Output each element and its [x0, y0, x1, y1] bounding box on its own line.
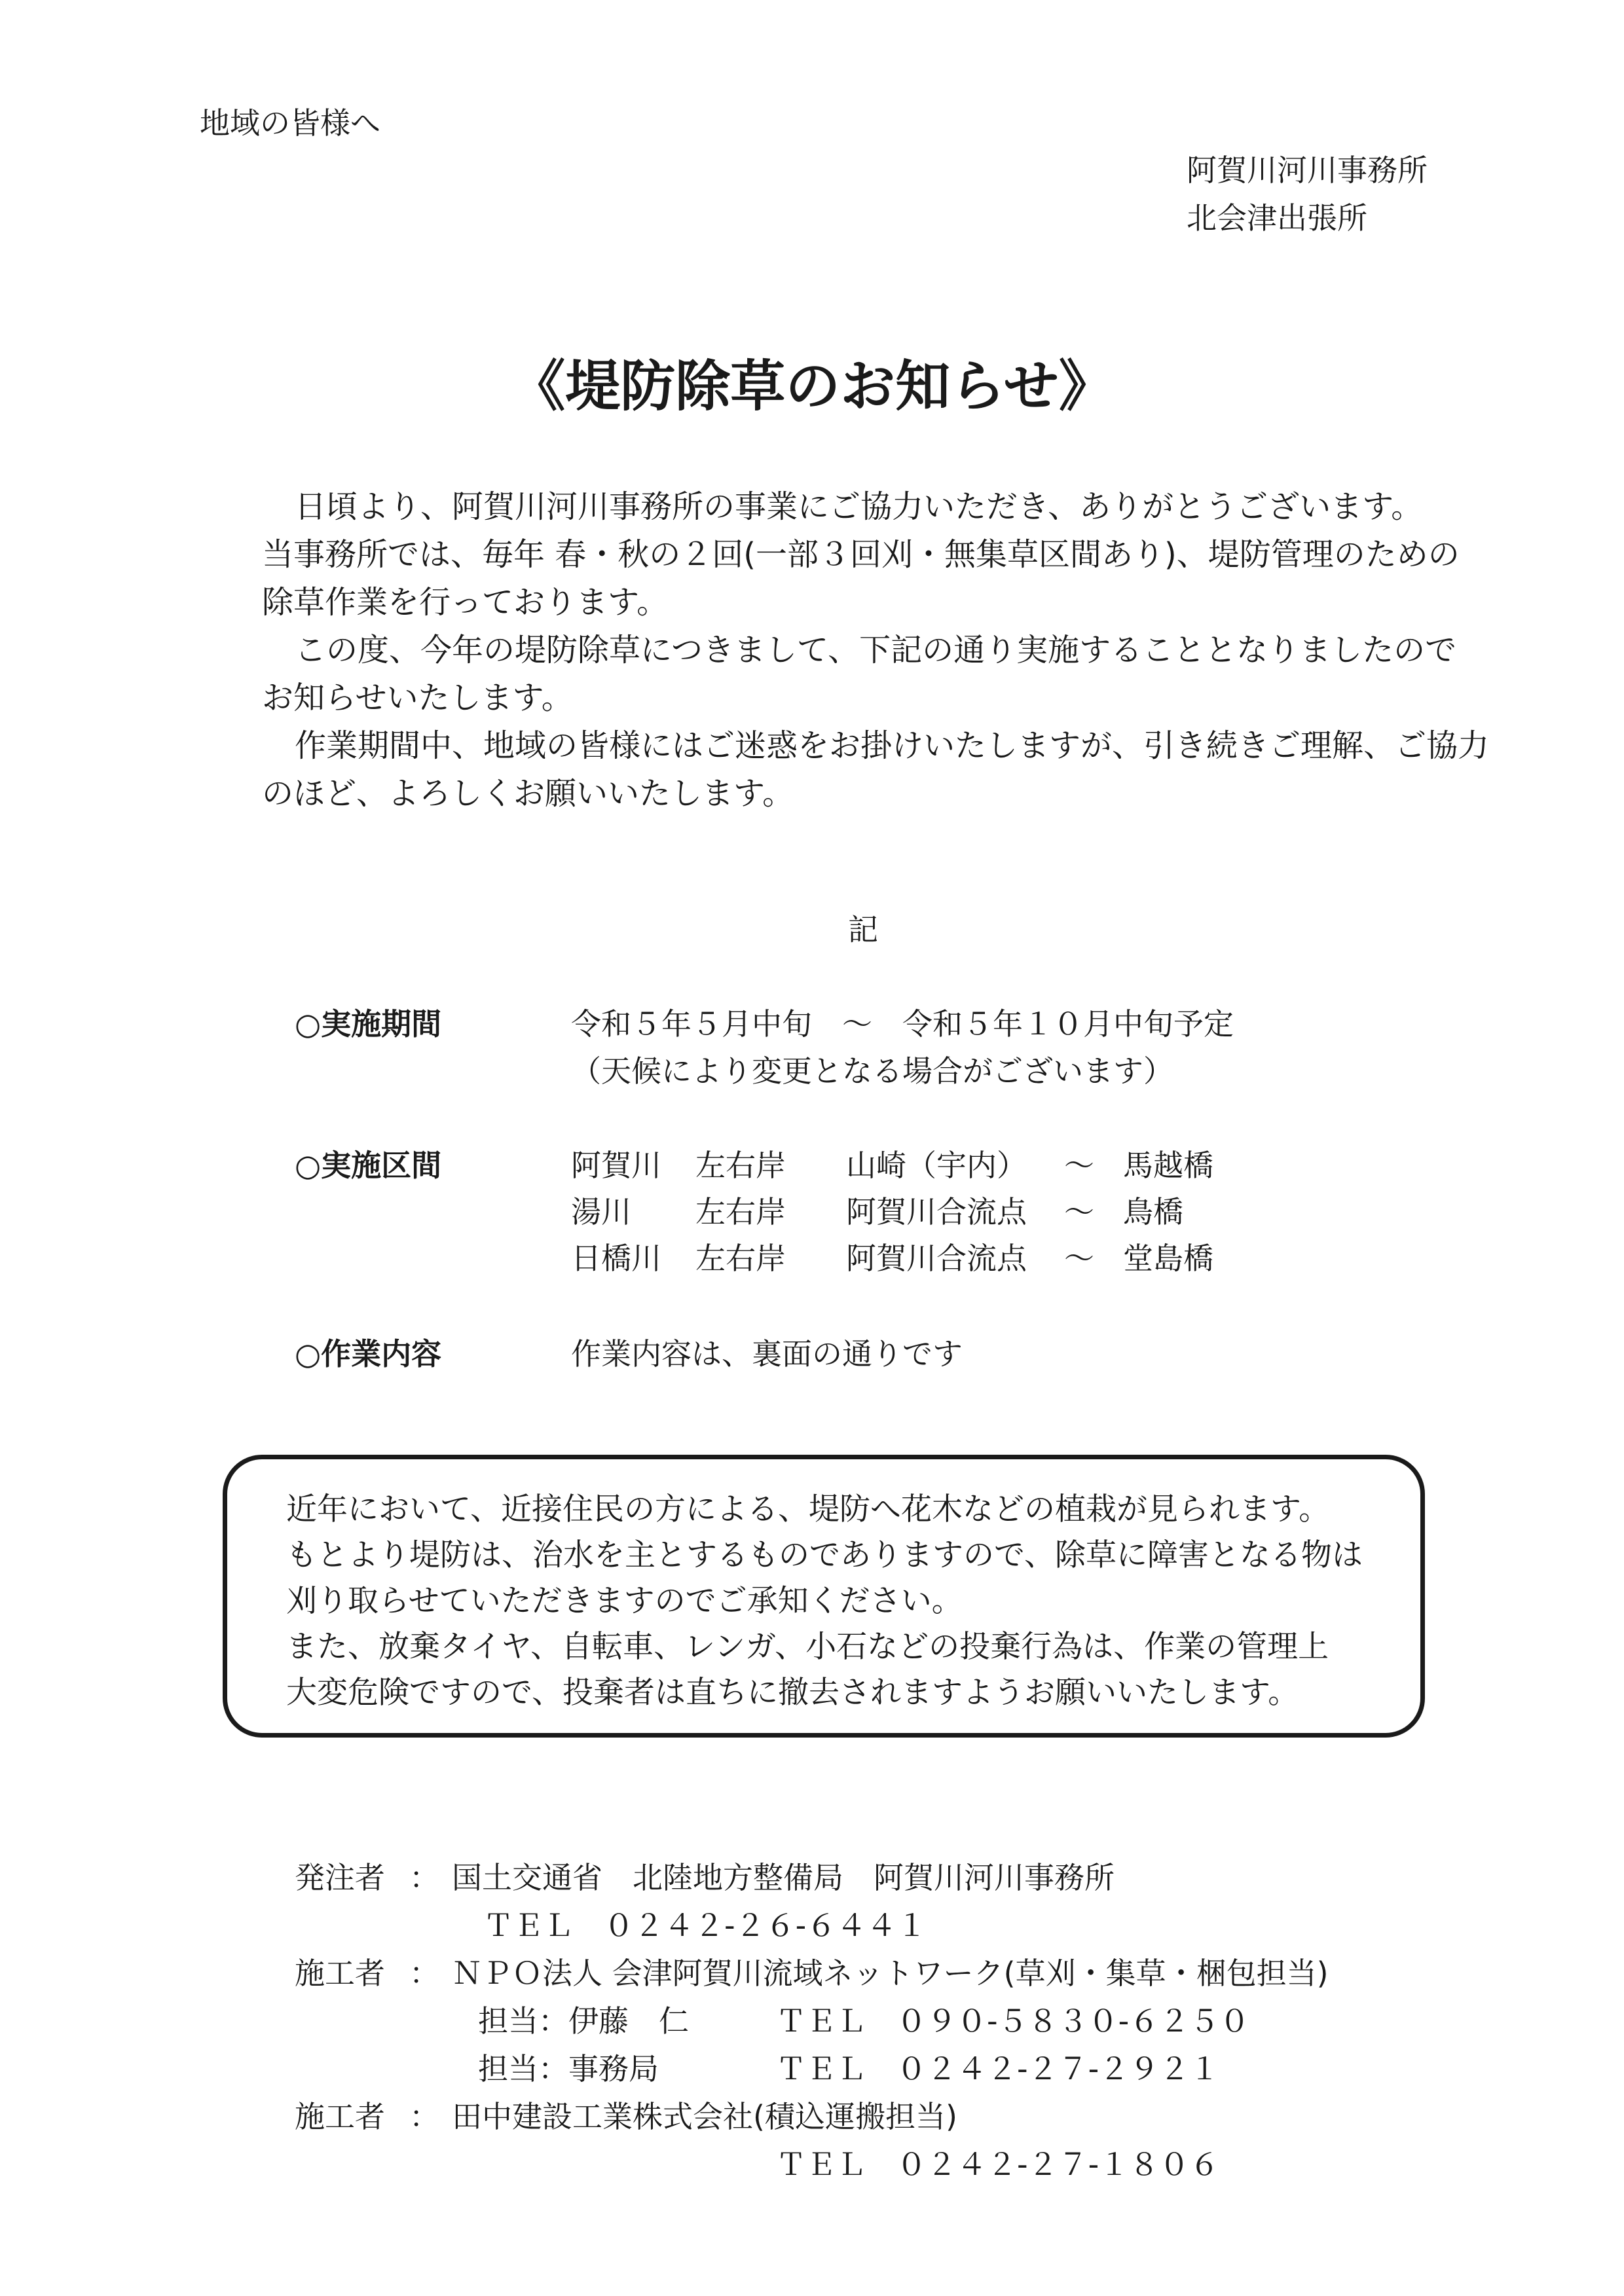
- section-river: 湯川: [571, 1194, 631, 1230]
- colon: ：: [409, 1956, 439, 1991]
- section-river: 阿賀川: [571, 1148, 661, 1183]
- builder1-contact1-name: 担当：伊藤 仁: [478, 2003, 689, 2039]
- section-sep: ～: [1064, 1194, 1094, 1230]
- intro-line: この度、今年の堤防除草につきまして、下記の通り実施することとなりましたので: [295, 632, 1457, 668]
- builder1-name: ＮＰＯ法人 会津阿賀川流域ネットワーク(草刈・集草・梱包担当): [452, 1956, 1329, 1991]
- section-sep: ～: [1064, 1241, 1094, 1276]
- section-sep: ～: [1064, 1148, 1094, 1183]
- section-from: 山崎（宇内）: [846, 1148, 1027, 1183]
- section-bank: 左右岸: [695, 1148, 786, 1183]
- sender-branch: 北会津出張所: [1187, 200, 1367, 236]
- period-value: 令和５年５月中旬 ～ 令和５年１０月中旬予定: [571, 1006, 1234, 1042]
- notice-line: 大変危険ですので、投棄者は直ちに撤去されますようお願いいたします。: [286, 1675, 1299, 1711]
- intro-line: お知らせいたします。: [262, 680, 573, 716]
- notice-line: もとより堤防は、治水を主とするものでありますので、除草に障害となる物は: [286, 1537, 1363, 1573]
- colon: ：: [409, 1860, 439, 1895]
- notice-box: [223, 1455, 1425, 1738]
- sender-office: 阿賀川河川事務所: [1187, 153, 1428, 188]
- orderer-tel: ＴＥＬ ０２４２-２６-６４４１: [483, 1908, 927, 1943]
- salutation: 地域の皆様へ: [200, 105, 380, 141]
- period-note: （天候により変更となる場合がございます）: [571, 1053, 1173, 1089]
- section-from: 阿賀川合流点: [846, 1194, 1027, 1230]
- intro-line: のほど、よろしくお願いいたします。: [262, 775, 794, 812]
- builder1-contact1-tel: ＴＥＬ ０９０-５８３０-６２５０: [776, 2003, 1250, 2039]
- notice-line: 近年において、近接住民の方による、堤防へ花木などの植栽が見られます。: [286, 1491, 1330, 1527]
- ki-heading: 記: [848, 912, 878, 947]
- builder1-contact2-tel: ＴＥＬ ０２４２-２７-２９２１: [776, 2051, 1220, 2086]
- section-label: ○実施区間: [295, 1148, 442, 1183]
- notice-line: また、放棄タイヤ、自転車、レンガ、小石などの投棄行為は、作業の管理上: [286, 1629, 1329, 1665]
- builder1-contact2-name: 担当：事務局: [478, 2051, 659, 2086]
- builder1-label: 施工者: [295, 1956, 385, 1991]
- colon: ：: [409, 2099, 439, 2134]
- section-bank: 左右岸: [695, 1241, 786, 1276]
- section-from: 阿賀川合流点: [846, 1241, 1027, 1276]
- builder2-label: 施工者: [295, 2099, 385, 2134]
- work-label: ○作業内容: [295, 1336, 442, 1372]
- section-bank: 左右岸: [695, 1194, 786, 1230]
- notice-line: 刈り取らせていただきますのでご承知ください。: [286, 1583, 963, 1619]
- builder2-tel: ＴＥＬ ０２４２-２７-１８０６: [776, 2147, 1220, 2182]
- intro-line: 日頃より、阿賀川河川事務所の事業にご協力いただき、ありがとうございます。: [295, 488, 1423, 525]
- orderer-name: 国土交通省 北陸地方整備局 阿賀川河川事務所: [452, 1860, 1115, 1895]
- work-value: 作業内容は、裏面の通りです: [571, 1336, 963, 1372]
- section-to: 堂島橋: [1123, 1241, 1213, 1276]
- page-title: 《堤防除草のお知らせ》: [510, 354, 1114, 418]
- period-label: ○実施期間: [295, 1006, 442, 1042]
- intro-line: 当事務所では、毎年 春・秋の２回(一部３回刈・無集草区間あり)、堤防管理のための: [262, 536, 1460, 573]
- section-river: 日橋川: [571, 1241, 661, 1276]
- section-to: 鳥橋: [1123, 1194, 1183, 1230]
- builder2-name: 田中建設工業株式会社(積込運搬担当): [452, 2099, 957, 2134]
- intro-line: 作業期間中、地域の皆様にはご迷惑をお掛けいたしますが、引き続きご理解、ご協力: [295, 727, 1490, 764]
- section-to: 馬越橋: [1123, 1148, 1213, 1183]
- intro-line: 除草作業を行っております。: [262, 584, 669, 621]
- orderer-label: 発注者: [295, 1860, 385, 1895]
